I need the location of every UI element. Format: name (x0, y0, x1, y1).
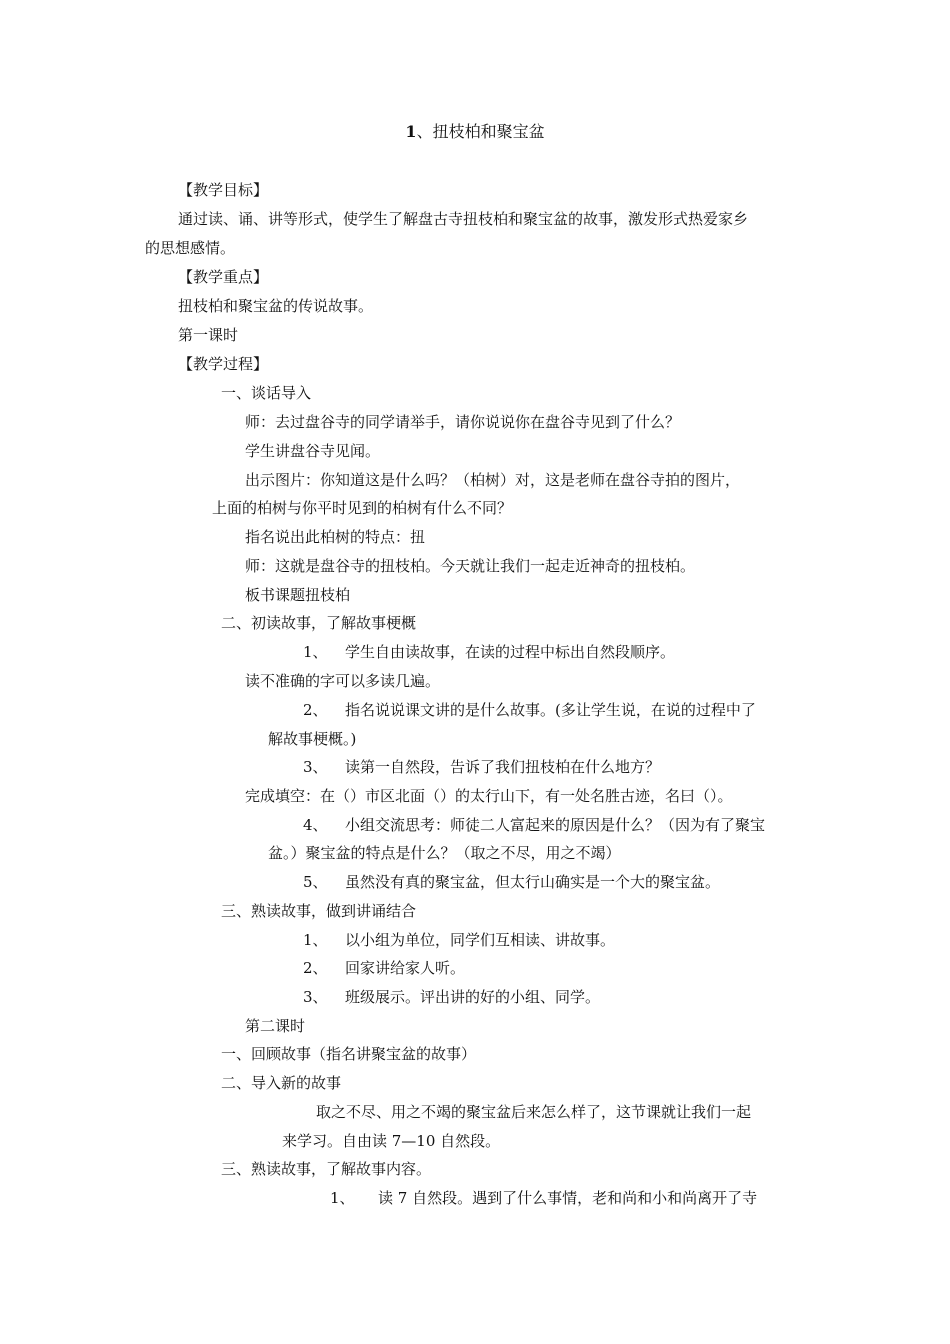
process-heading: 【教学过程】 (178, 355, 269, 373)
item-number: 1、 (303, 931, 328, 949)
section-2-heading: 二、初读故事，了解故事梗概 (221, 614, 417, 632)
objectives-line-2: 的思想感情。 (145, 239, 236, 257)
item-number: 3、 (303, 758, 328, 776)
item-number: 3、 (303, 988, 328, 1006)
section-1-line-c1: 出示图片：你知道这是什么吗？（柏树）对，这是老师在盘谷寺拍的图片， (245, 471, 741, 489)
section-1-line-f: 板书课题扭枝柏 (245, 586, 351, 604)
lesson-two-section-2-line-b: 来学习。自由读 7—10 自然段。 (282, 1132, 501, 1150)
item-text: 小组交流思考：师徒二人富起来的原因是什么？（因为有了聚宝 (345, 816, 766, 834)
section-2-item-1-cont: 读不准确的字可以多读几遍。 (245, 672, 441, 690)
item-number: 4、 (303, 816, 328, 834)
page-title (0, 122, 950, 142)
title-number: 1 (405, 122, 417, 141)
section-1-heading: 一、谈话导入 (221, 384, 312, 402)
item-number: 1、 (330, 1189, 355, 1207)
section-1-line-b: 学生讲盘谷寺见闻。 (245, 442, 381, 460)
item-number: 1、 (303, 643, 328, 661)
section-2-fill-blank: 完成填空：在（）市区北面（）的太行山下，有一处名胜古迹，名曰（）。 (245, 787, 733, 805)
section-1-line-d: 指名说出此柏树的特点：扭 (245, 528, 426, 546)
item-text: 回家讲给家人听。 (345, 959, 466, 977)
section-2-item-4-cont: 盆。）聚宝盆的特点是什么？（取之不尽，用之不竭） (268, 844, 621, 862)
section-3-item-2 (303, 958, 465, 978)
section-1-line-a: 师：去过盘谷寺的同学请举手，请你说说你在盘谷寺见到了什么？ (245, 413, 681, 431)
item-text: 班级展示。评出讲的好的小组、同学。 (345, 988, 601, 1006)
lesson-two-section-1: 一、回顾故事（指名讲聚宝盆的故事） (221, 1045, 477, 1063)
item-text: 读 7 自然段。遇到了什么事情，老和尚和小和尚离开了寺 (378, 1189, 758, 1207)
lesson-two-section-3-item-1 (330, 1188, 757, 1208)
title-text: 、扭枝柏和聚宝盆 (416, 122, 545, 141)
item-number: 5、 (303, 873, 328, 891)
section-2-item-2-cont: 解故事梗概。) (268, 730, 357, 748)
section-2-item-3 (303, 757, 660, 777)
lesson-two-heading: 第二课时 (245, 1017, 306, 1035)
section-2-item-2 (303, 700, 756, 720)
item-text: 学生自由读故事，在读的过程中标出自然段顺序。 (345, 643, 676, 661)
lesson-two-section-2-line-a: 取之不尽、用之不竭的聚宝盆后来怎么样了，这节课就让我们一起 (316, 1103, 752, 1121)
section-2-item-1 (303, 642, 675, 662)
keypoint-heading: 【教学重点】 (178, 268, 269, 286)
lesson-one-heading: 第一课时 (178, 326, 239, 344)
item-text: 以小组为单位，同学们互相读、讲故事。 (345, 931, 616, 949)
section-1-line-c2: 上面的柏树与你平时见到的柏树有什么不同？ (212, 499, 513, 517)
lesson-two-section-3: 三、熟读故事，了解故事内容。 (221, 1160, 432, 1178)
section-2-item-4 (303, 815, 765, 835)
item-number: 2、 (303, 701, 328, 719)
item-text: 读第一自然段，告诉了我们扭枝柏在什么地方？ (345, 758, 661, 776)
item-text: 虽然没有真的聚宝盆，但太行山确实是一个大的聚宝盆。 (345, 873, 721, 891)
section-3-heading: 三、熟读故事，做到讲诵结合 (221, 902, 417, 920)
keypoint-line: 扭枝柏和聚宝盆的传说故事。 (178, 297, 374, 315)
objectives-line-1: 通过读、诵、讲等形式，使学生了解盘古寺扭枝柏和聚宝盆的故事，激发形式热爱家乡 (178, 210, 749, 228)
item-number: 2、 (303, 959, 328, 977)
section-2-item-5 (303, 872, 720, 892)
lesson-two-section-2: 二、导入新的故事 (221, 1074, 342, 1092)
objectives-heading: 【教学目标】 (178, 181, 269, 199)
item-text: 指名说说课文讲的是什么故事。(多让学生说，在说的过程中了 (345, 701, 756, 719)
section-3-item-3 (303, 987, 600, 1007)
section-3-item-1 (303, 930, 615, 950)
section-1-line-e: 师：这就是盘谷寺的扭枝柏。今天就让我们一起走近神奇的扭枝柏。 (245, 557, 696, 575)
